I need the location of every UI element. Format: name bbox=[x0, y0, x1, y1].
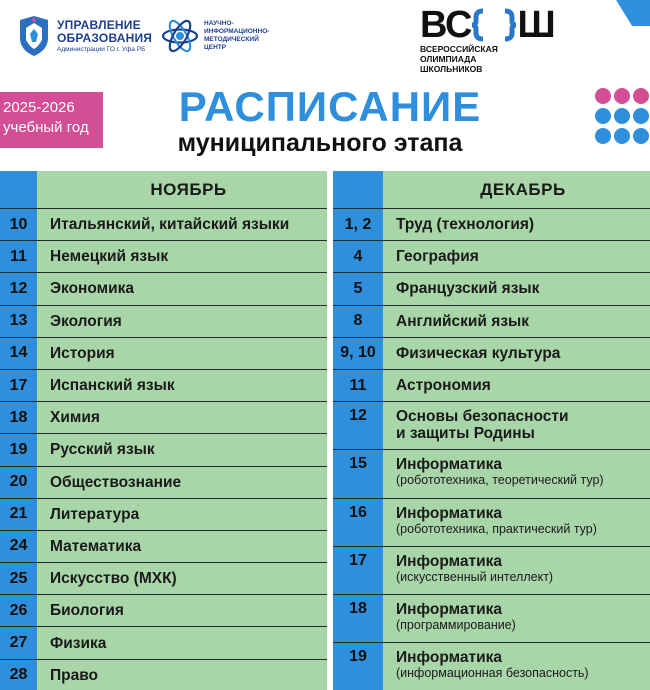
subject-name: Английский язык bbox=[396, 312, 530, 330]
logo-uo-line2: ОБРАЗОВАНИЯ bbox=[57, 30, 153, 45]
subject-note: (программирование) bbox=[396, 617, 516, 632]
subject-name: Обществознание bbox=[50, 473, 182, 491]
date-cell: 5 bbox=[333, 273, 383, 305]
date-cell: 18 bbox=[333, 595, 383, 643]
table-row bbox=[333, 338, 650, 370]
date-cell: 17 bbox=[333, 547, 383, 595]
subject-note: (искусственный интеллект) bbox=[396, 569, 554, 584]
subject-note: (робототехника, практический тур) bbox=[396, 521, 597, 536]
subject-name: Экология bbox=[50, 312, 122, 330]
subject-note: (робототехника, теоретический тур) bbox=[396, 473, 604, 488]
table-row bbox=[0, 660, 327, 690]
subject-cell bbox=[383, 643, 650, 690]
date-cell: 26 bbox=[0, 595, 37, 627]
subject-cell bbox=[383, 499, 650, 547]
dot-decoration bbox=[595, 108, 611, 124]
logo-nimc-line4: ЦЕНТР bbox=[204, 44, 227, 51]
date-cell: 10 bbox=[0, 209, 37, 241]
table-row bbox=[0, 402, 327, 434]
november-schedule bbox=[0, 171, 327, 690]
november-date-header bbox=[0, 171, 37, 209]
subject-cell bbox=[37, 273, 327, 305]
dot-decoration bbox=[595, 128, 611, 144]
table-row bbox=[333, 643, 650, 690]
date-cell: 12 bbox=[0, 273, 37, 305]
logo-nimc-line1: НАУЧНО- bbox=[204, 20, 234, 27]
table-row bbox=[333, 306, 650, 338]
table-row bbox=[333, 402, 650, 450]
november-month-header: НОЯБРЬ bbox=[37, 171, 327, 209]
subject-name: Информатика bbox=[396, 649, 502, 667]
date-cell: 9, 10 bbox=[333, 338, 383, 370]
subject-name: Информатика bbox=[396, 504, 502, 522]
subject-cell bbox=[37, 434, 327, 466]
table-row bbox=[0, 467, 327, 499]
table-row bbox=[0, 209, 327, 241]
subject-name: История bbox=[50, 344, 115, 362]
subject-name: Физическая культура bbox=[396, 344, 561, 362]
table-row bbox=[333, 273, 650, 305]
table-row bbox=[0, 595, 327, 627]
subject-cell bbox=[37, 209, 327, 241]
subject-cell bbox=[37, 338, 327, 370]
subject-name: Итальянский, китайский языки bbox=[50, 216, 290, 234]
subject-cell bbox=[37, 402, 327, 434]
table-row bbox=[333, 499, 650, 547]
subject-cell bbox=[37, 531, 327, 563]
subject-name: Русский язык bbox=[50, 441, 155, 459]
decorative-dots bbox=[592, 88, 650, 148]
table-row bbox=[0, 370, 327, 402]
date-cell: 25 bbox=[0, 563, 37, 595]
subject-cell bbox=[37, 660, 327, 690]
table-row bbox=[0, 241, 327, 273]
vsosh-logo bbox=[420, 6, 590, 86]
subject-name: Французский язык bbox=[396, 280, 540, 298]
december-date-header bbox=[333, 171, 383, 209]
curly-braces-o-icon bbox=[471, 8, 517, 42]
date-cell: 12 bbox=[333, 402, 383, 450]
subject-cell bbox=[37, 467, 327, 499]
subject-name: Право bbox=[50, 666, 99, 684]
page-subtitle: муниципального этапа bbox=[177, 129, 463, 157]
subject-name: Информатика bbox=[396, 600, 502, 618]
table-row bbox=[333, 209, 650, 241]
dot-decoration bbox=[595, 88, 611, 104]
table-row bbox=[0, 499, 327, 531]
table-row bbox=[333, 450, 650, 498]
subject-note: (информационная безопасность) bbox=[396, 666, 589, 681]
subject-cell bbox=[383, 450, 650, 498]
date-cell: 27 bbox=[0, 627, 37, 659]
page-title: РАСПИСАНИЕ bbox=[178, 83, 482, 130]
table-row bbox=[0, 531, 327, 563]
subject-name: Астрономия bbox=[396, 377, 491, 395]
date-cell: 16 bbox=[333, 499, 383, 547]
subject-cell bbox=[383, 306, 650, 338]
subject-name: Математика bbox=[50, 537, 142, 555]
table-row bbox=[0, 627, 327, 659]
date-cell: 13 bbox=[0, 306, 37, 338]
subject-name: Труд (технология) bbox=[396, 216, 535, 234]
methodical-center-logo bbox=[160, 12, 300, 60]
date-cell: 8 bbox=[333, 306, 383, 338]
subject-name: Немецкий язык bbox=[50, 248, 169, 266]
subject-name: Искусство (МХК) bbox=[50, 570, 177, 588]
subject-name: География bbox=[396, 248, 479, 266]
december-month-header: ДЕКАБРЬ bbox=[383, 171, 650, 209]
education-department-logo bbox=[16, 12, 166, 60]
logo-nimc-line2: ИНФОРМАЦИОННО- bbox=[204, 28, 270, 35]
table-row bbox=[333, 547, 650, 595]
subject-cell bbox=[383, 338, 650, 370]
subject-cell bbox=[383, 209, 650, 241]
atom-icon bbox=[160, 14, 200, 58]
table-row bbox=[0, 273, 327, 305]
table-row bbox=[0, 434, 327, 466]
date-cell: 19 bbox=[0, 434, 37, 466]
december-schedule bbox=[333, 171, 650, 690]
dot-decoration bbox=[633, 88, 649, 104]
subject-cell bbox=[383, 273, 650, 305]
subject-cell bbox=[37, 499, 327, 531]
subject-name: Экономика bbox=[50, 280, 135, 298]
academic-year-label: учебный год bbox=[3, 119, 89, 136]
dot-decoration bbox=[633, 128, 649, 144]
bashkortostan-emblem-icon bbox=[16, 14, 52, 58]
date-cell: 24 bbox=[0, 531, 37, 563]
subject-cell bbox=[37, 241, 327, 273]
subject-cell bbox=[383, 370, 650, 402]
date-cell: 19 bbox=[333, 643, 383, 690]
subject-cell bbox=[37, 595, 327, 627]
vsosh-line1: ВСЕРОССИЙСКАЯ bbox=[420, 44, 498, 54]
logo-uo-line3: Администрации ГО г. Уфа РБ bbox=[57, 45, 146, 53]
subject-cell bbox=[37, 370, 327, 402]
table-row bbox=[0, 306, 327, 338]
subject-name: Химия bbox=[50, 409, 100, 427]
date-cell: 14 bbox=[0, 338, 37, 370]
subject-cell bbox=[383, 547, 650, 595]
subject-name: Физика bbox=[50, 634, 107, 652]
logo-uo-line1: УПРАВЛЕНИЕ bbox=[57, 17, 141, 32]
vsosh-mark-right: Ш bbox=[517, 4, 555, 46]
date-cell: 20 bbox=[0, 467, 37, 499]
table-row bbox=[0, 563, 327, 595]
subject-name-continued: и защиты Родины bbox=[396, 425, 535, 443]
date-cell: 1, 2 bbox=[333, 209, 383, 241]
table-row bbox=[333, 370, 650, 402]
dot-decoration bbox=[614, 88, 630, 104]
date-cell: 17 bbox=[0, 370, 37, 402]
table-row bbox=[333, 241, 650, 273]
academic-year-badge bbox=[0, 92, 103, 148]
date-cell: 11 bbox=[333, 370, 383, 402]
subject-cell bbox=[383, 402, 650, 450]
subject-cell bbox=[37, 563, 327, 595]
table-row bbox=[333, 595, 650, 643]
subject-name: Испанский язык bbox=[50, 377, 175, 395]
date-cell: 28 bbox=[0, 660, 37, 690]
subject-name: Литература bbox=[50, 505, 140, 523]
subject-name: Основы безопасности bbox=[396, 408, 569, 426]
subject-name: Информатика bbox=[396, 552, 502, 570]
table-row bbox=[0, 338, 327, 370]
date-cell: 4 bbox=[333, 241, 383, 273]
date-cell: 15 bbox=[333, 450, 383, 498]
date-cell: 21 bbox=[0, 499, 37, 531]
subject-name: Информатика bbox=[396, 456, 502, 474]
date-cell: 11 bbox=[0, 241, 37, 273]
vsosh-line3: ШКОЛЬНИКОВ bbox=[420, 64, 483, 74]
vsosh-line2: ОЛИМПИАДА bbox=[420, 54, 477, 64]
academic-year: 2025-2026 bbox=[3, 99, 75, 116]
dot-decoration bbox=[614, 128, 630, 144]
subject-cell bbox=[37, 306, 327, 338]
subject-name: Биология bbox=[50, 602, 124, 620]
subject-cell bbox=[383, 595, 650, 643]
vsosh-mark-left: ВС bbox=[420, 4, 472, 46]
logo-nimc-line3: МЕТОДИЧЕСКИЙ bbox=[204, 36, 259, 43]
dot-decoration bbox=[614, 108, 630, 124]
corner-decoration-icon bbox=[608, 0, 650, 26]
dot-decoration bbox=[633, 108, 649, 124]
subject-cell bbox=[383, 241, 650, 273]
date-cell: 18 bbox=[0, 402, 37, 434]
subject-cell bbox=[37, 627, 327, 659]
